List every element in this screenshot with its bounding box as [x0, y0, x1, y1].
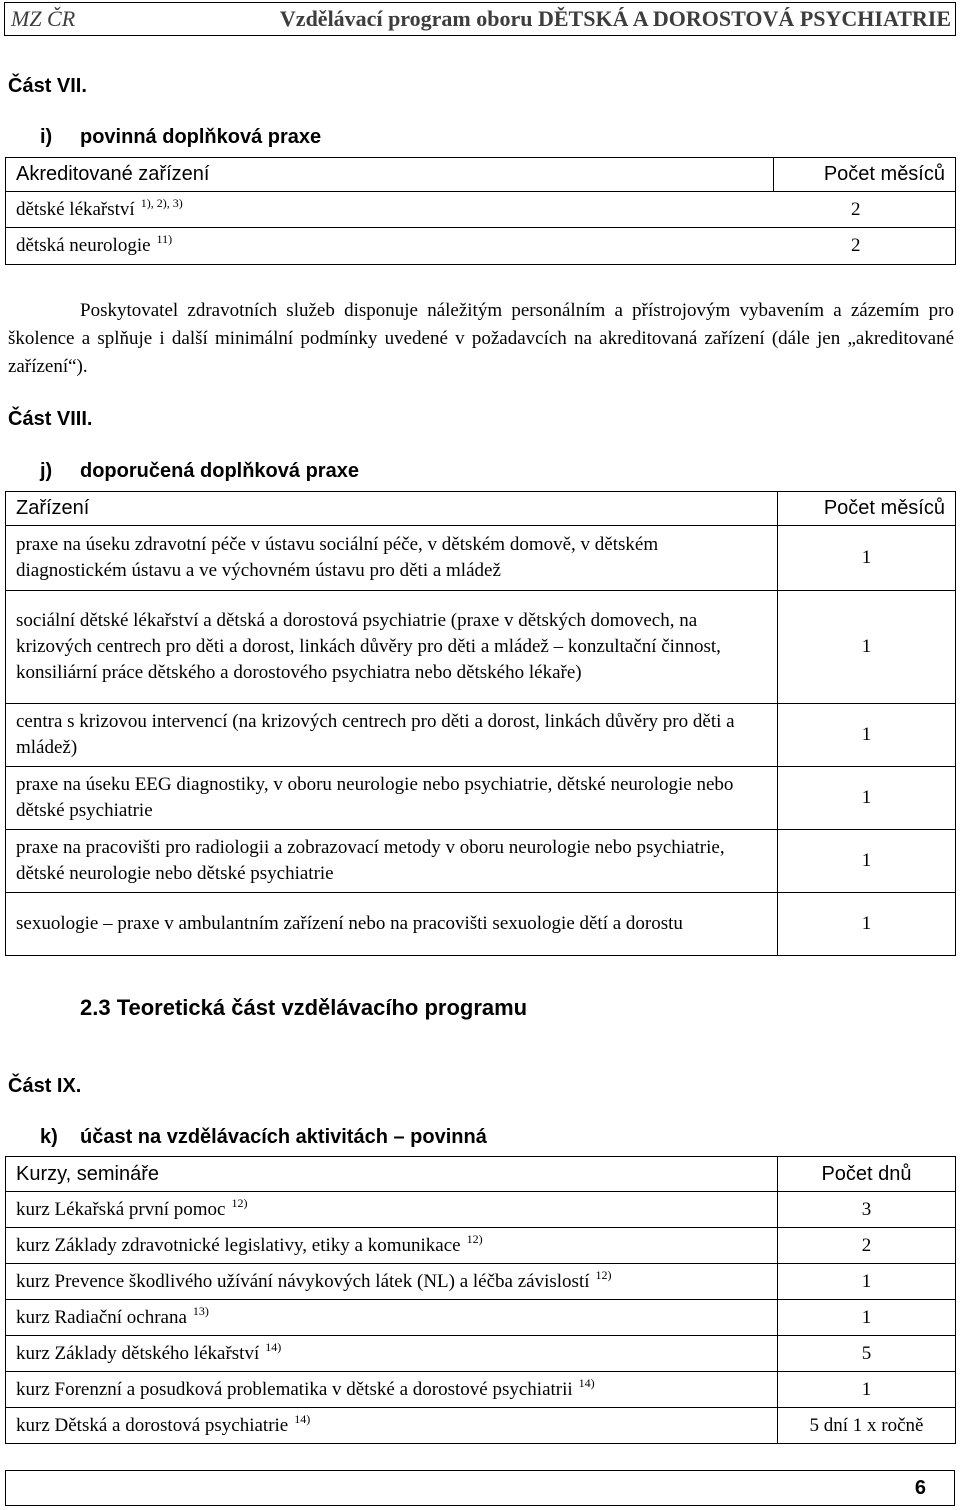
part8-row5-name: praxe na pracovišti pro radiologii a zobrazovací metody v oboru neurologie nebo psychiatrie, dětské neurologie nebo dětské psychiatrie — [6, 830, 778, 893]
part7-table — [5, 157, 956, 192]
part9-row3-value: 1 — [778, 1264, 956, 1300]
table-row — [6, 1228, 956, 1264]
part7-row1-ref: 1), 2), 3) — [140, 195, 183, 210]
part7-title: Část VII. — [8, 75, 87, 97]
part8-row2-value: 1 — [778, 591, 956, 704]
part9-title: Část IX. — [8, 1075, 82, 1097]
table-row — [6, 228, 956, 265]
part7-row1-name: dětské lékařství — [16, 198, 135, 220]
part8-row5-value: 1 — [778, 830, 956, 893]
part8-sub-text: doporučená doplňková praxe — [80, 460, 359, 482]
part9-row2-ref: 12) — [466, 1231, 483, 1246]
part9-row7-name: kurz Dětská a dorostová psychiatrie — [16, 1414, 289, 1436]
page-number: 6 — [914, 1477, 926, 1499]
part8-row4-value: 1 — [778, 767, 956, 830]
accreditation-paragraph: Poskytovatel zdravotních služeb disponuje náležitým personálním a přístrojovým vybavením a zázemím pro školence a splňuje i další minimální podmínky uvedené v požadavcích na akreditovaná zařízení (dále jen „akreditované zařízení“). — [8, 300, 954, 377]
part7-sub-text: povinná doplňková praxe — [80, 126, 322, 148]
part9-subtitle — [40, 1126, 487, 1149]
header-program-title: Vzdělávací program oboru DĚTSKÁ A DOROSTOVÁ PSYCHIATRIE — [279, 6, 951, 31]
part7-col1-header: Akreditované zařízení — [6, 158, 774, 192]
table-header-row — [6, 1157, 956, 1192]
part8-col2-header: Počet měsíců — [778, 492, 956, 526]
part7-subtitle — [40, 126, 321, 149]
part9-row1-name: kurz Lékařská první pomoc — [16, 1198, 226, 1220]
part8-row6-name: sexuologie – praxe v ambulantním zařízení nebo na pracovišti sexuologie dětí a dorostu — [6, 893, 778, 956]
part8-row1-name: praxe na úseku zdravotní péče v ústavu sociální péče, v dětském domově, v dětském diagnostickém ústavu a ve výchovném ústavu pro děti a mládež — [6, 526, 778, 591]
part9-row6-ref: 14) — [578, 1375, 595, 1390]
part9-col2-header: Počet dnů — [778, 1157, 956, 1192]
table-row — [6, 1192, 956, 1228]
table-row — [6, 1372, 956, 1408]
part8-subtitle — [40, 460, 359, 483]
part8-sub-letter: j) — [40, 460, 53, 482]
table-row — [6, 591, 956, 704]
table-row — [6, 767, 956, 830]
page-footer — [5, 1470, 955, 1506]
part8-title: Část VIII. — [8, 408, 93, 430]
table-row — [6, 830, 956, 893]
table-row — [6, 1300, 956, 1336]
part9-row5-ref: 14) — [265, 1339, 282, 1354]
part8-row2-name: sociální dětské lékařství a dětská a dorostová psychiatrie (praxe v dětských domovech, na krizových centrech pro děti a dorost, linkách důvěry pro děti a mládež – konzultační činnost, konsiliární práce dětského a dorostového psychiatra nebo dětského lékaře) — [6, 591, 778, 704]
part8-row3-name: centra s krizovou intervencí (na krizových centrech pro děti a dorost, linkách důvěry pro děti a mládež) — [6, 704, 778, 767]
part9-col1-header: Kurzy, semináře — [6, 1157, 778, 1192]
part9-row6-value: 1 — [778, 1372, 956, 1408]
part9-row3-ref: 12) — [595, 1267, 612, 1282]
part8-row6-value: 1 — [778, 893, 956, 956]
part7-data-table — [5, 191, 956, 265]
table-row — [6, 1408, 956, 1444]
table-header-row — [6, 158, 956, 192]
table-row — [6, 893, 956, 956]
table-row — [6, 192, 956, 228]
part7-row1-value: 2 — [851, 199, 861, 220]
part7-sub-letter: i) — [40, 126, 53, 148]
part8-row1-value: 1 — [778, 526, 956, 591]
part9-sub-letter: k) — [40, 1126, 58, 1148]
table-row — [6, 526, 956, 591]
part9-row7-ref: 14) — [294, 1411, 311, 1426]
table-row — [6, 1264, 956, 1300]
table-header-row — [6, 492, 956, 526]
part9-row7-value: 5 dní 1 x ročně — [778, 1408, 956, 1444]
header-ministry: MZ ČR — [11, 6, 76, 31]
part9-sub-text: účast na vzdělávacích aktivitách – povinná — [80, 1126, 487, 1148]
page-header — [4, 2, 956, 36]
part8-table — [5, 491, 956, 956]
part9-row4-ref: 13) — [192, 1303, 209, 1318]
part9-row2-value: 2 — [778, 1228, 956, 1264]
table-row — [6, 1336, 956, 1372]
part7-row2-name: dětská neurologie — [16, 235, 151, 256]
section-2-3-heading: 2.3 Teoretická část vzdělávacího programu — [80, 995, 528, 1020]
part8-row3-value: 1 — [778, 704, 956, 767]
part9-row2-name: kurz Základy zdravotnické legislativy, etiky a komunikace — [16, 1234, 461, 1256]
part9-row1-value: 3 — [778, 1192, 956, 1228]
part8-col1-header: Zařízení — [6, 492, 778, 526]
table-row — [6, 704, 956, 767]
part9-table — [5, 1156, 956, 1444]
part9-row3-name: kurz Prevence škodlivého užívání návykových látek (NL) a léčba závislostí — [16, 1270, 590, 1292]
part9-row4-value: 1 — [778, 1300, 956, 1336]
part9-row6-name: kurz Forenzní a posudková problematika v dětské a dorostové psychiatrii — [16, 1378, 573, 1400]
part7-row2-ref: 11) — [156, 232, 173, 246]
part7-col2-header: Počet měsíců — [774, 158, 956, 192]
part9-row1-ref: 12) — [231, 1195, 248, 1210]
part9-row5-value: 5 — [778, 1336, 956, 1372]
part9-row4-name: kurz Radiační ochrana — [16, 1306, 187, 1328]
part7-row2-value: 2 — [851, 235, 861, 256]
part9-row5-name: kurz Základy dětského lékařství — [16, 1342, 260, 1364]
part8-row4-name: praxe na úseku EEG diagnostiky, v oboru neurologie nebo psychiatrie, dětské neurologie nebo dětské psychiatrie — [6, 767, 778, 830]
